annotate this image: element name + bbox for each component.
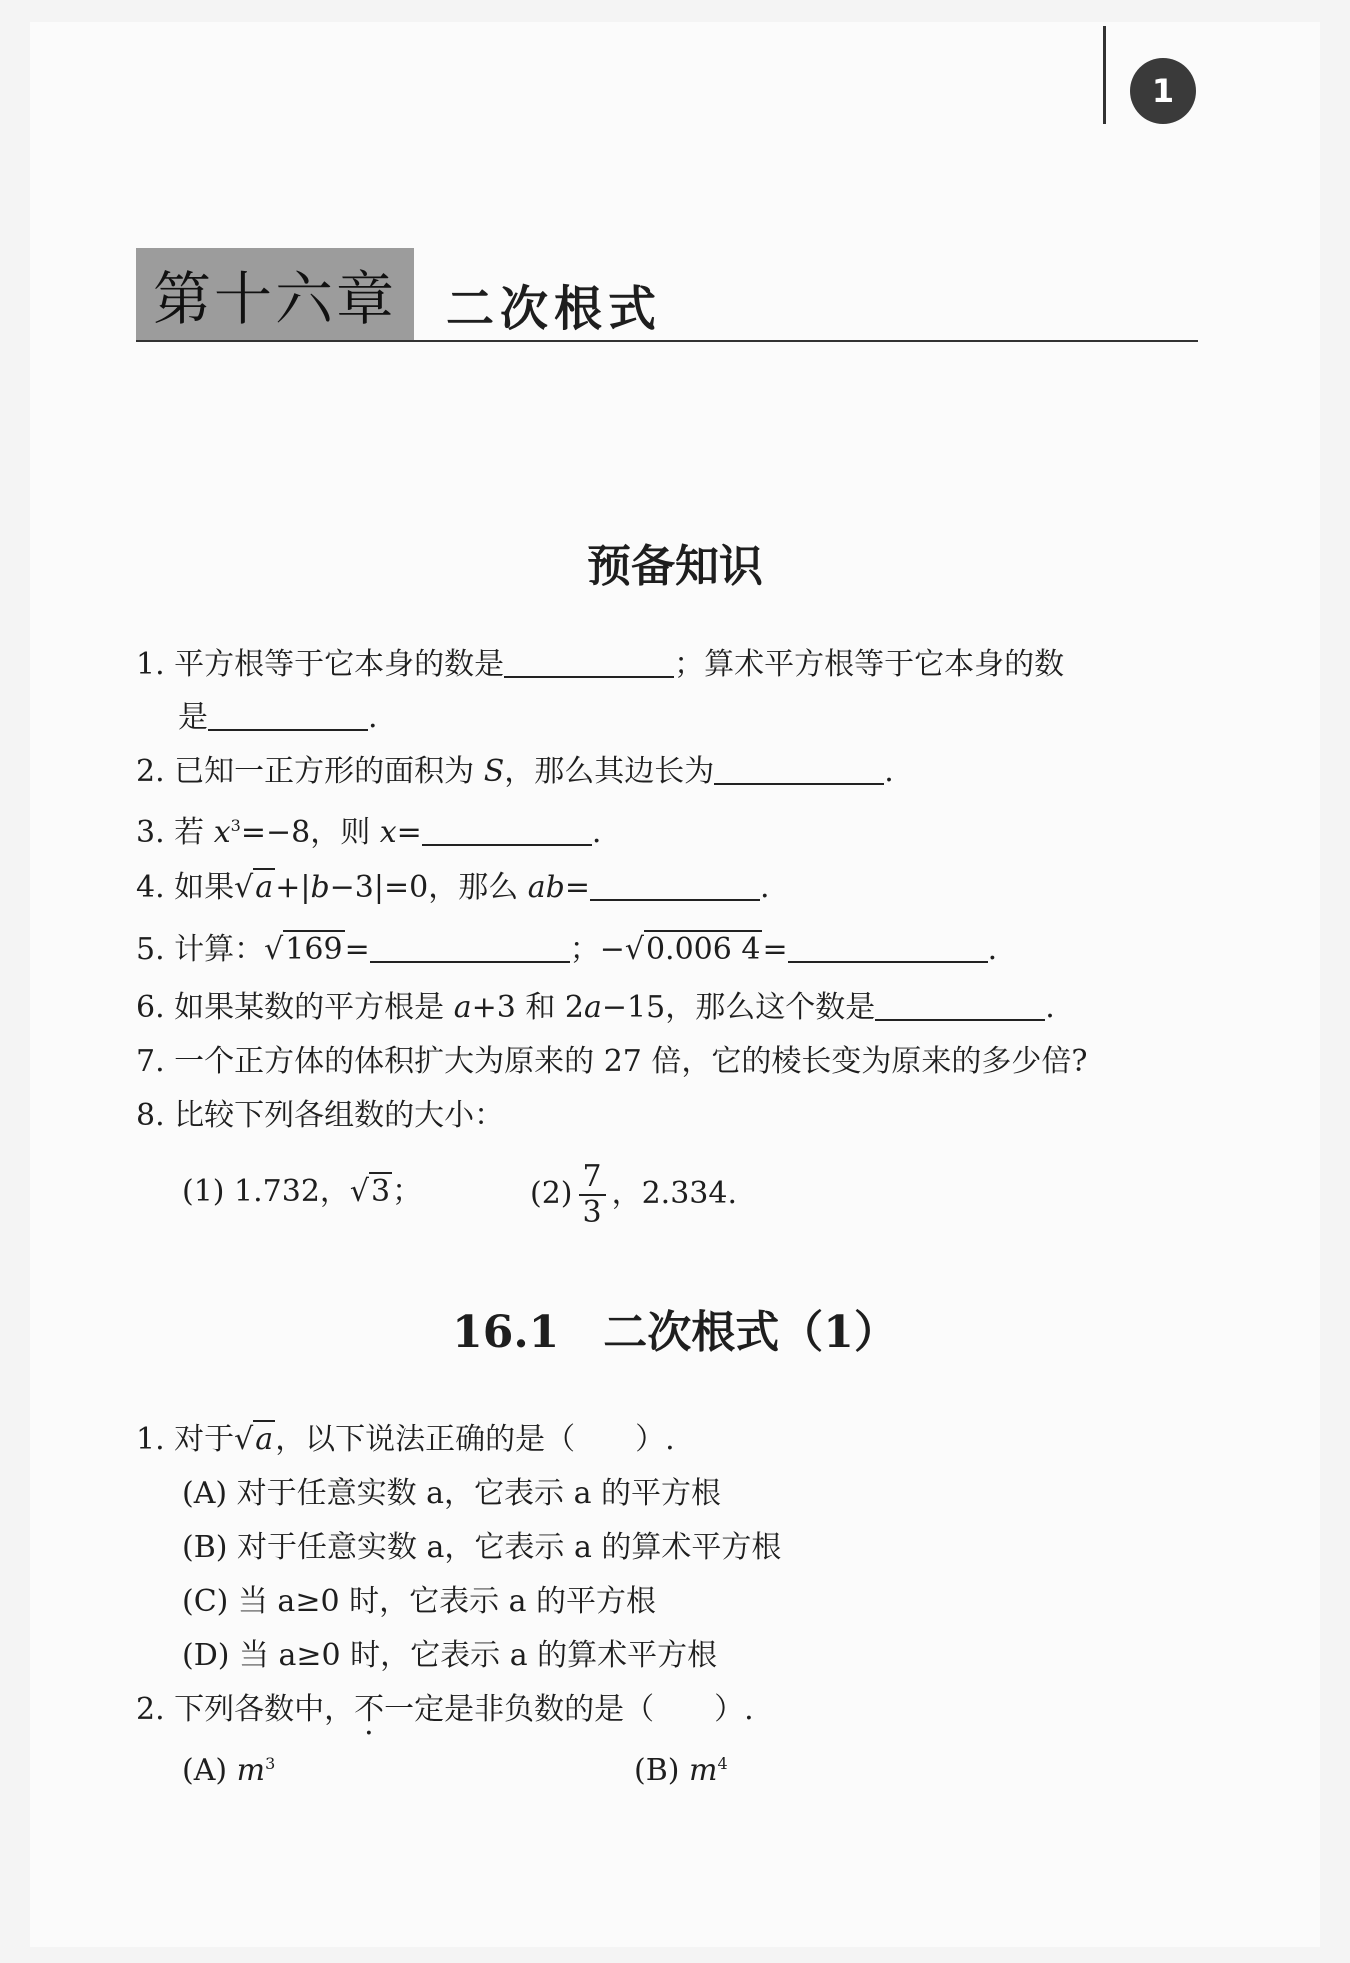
q3-var-2: x	[379, 815, 397, 850]
q6-blank[interactable]	[875, 989, 1045, 1021]
s2-text-a: 2. 下列各数中，	[136, 1692, 355, 1727]
prelim-title: 预备知识	[587, 541, 763, 592]
q3-exp: 3	[230, 816, 241, 835]
q1-blank-1[interactable]	[504, 646, 674, 678]
q5-text-d: =	[762, 932, 788, 967]
q4-text-c: −3|=0，那么	[329, 870, 519, 905]
s1-option-d[interactable]: (D) 当 a≥0 时，它表示 a 的算术平方根	[182, 1638, 718, 1673]
s2-option-b-var: m	[689, 1753, 718, 1788]
sqrt-icon: √a	[234, 870, 274, 905]
q3-text-b: =−8，则	[240, 815, 371, 850]
s1-text-a: 1. 对于	[136, 1422, 235, 1457]
q6-var-1: a	[453, 990, 472, 1025]
s2-option-a-label: (A)	[182, 1753, 228, 1788]
prelim-q8-part1	[182, 1172, 422, 1212]
s2-option-a-exp: 3	[265, 1754, 276, 1773]
prelim-q8: 8. 比较下列各组数的大小：	[136, 1098, 505, 1133]
prelim-q1-line1	[136, 645, 1064, 685]
fraction: $\frac{7}{3}$	[579, 1160, 606, 1230]
s2-option-a-var: m	[236, 1753, 266, 1788]
q2-text: 2. 已知一正方形的面积为	[136, 754, 475, 789]
q3-text-a: 3. 若	[136, 815, 205, 850]
q1-blank-2[interactable]	[208, 699, 368, 731]
q1-text-c: 是	[178, 700, 208, 735]
q6-text-e: −15，那么这个数是	[601, 990, 876, 1025]
chapter-label: 第十六章	[136, 248, 414, 340]
s1-option-a[interactable]: (A) 对于任意实数 a，它表示 a 的平方根	[182, 1476, 721, 1511]
q3-var: x	[213, 815, 231, 850]
q3-text-c: =	[396, 815, 422, 850]
q5-text-c: ；−	[569, 932, 625, 967]
q8p2-text-a: (2)	[530, 1176, 573, 1211]
prelim-q8-part2	[530, 1154, 737, 1234]
q4-product: ab	[527, 870, 565, 905]
q2-var: S	[483, 754, 505, 789]
q5-blank-2[interactable]	[788, 931, 988, 963]
section-title: 16.1 二次根式（1）	[452, 1307, 898, 1358]
chapter-title: 二次根式	[446, 281, 663, 337]
sqrt-icon: √3	[349, 1174, 391, 1209]
q6-var-2: a	[584, 990, 602, 1025]
q2-blank[interactable]	[714, 753, 884, 785]
s2-emphasis: 不	[354, 1692, 385, 1727]
q6-text-c: +3 和 2	[471, 990, 584, 1025]
chapter-rule	[136, 340, 1198, 342]
s1-text-b: ，以下说法正确的是（ ）.	[275, 1422, 675, 1457]
s1-option-b[interactable]: (B) 对于任意实数 a，它表示 a 的算术平方根	[182, 1530, 782, 1565]
prelim-q7: 7. 一个正方体的体积扩大为原来的 27 倍，它的棱长变为原来的多少倍?	[136, 1044, 1088, 1079]
q4-var: b	[310, 870, 330, 905]
prelim-q2: 2. 已知一正方形的面积为 S，那么其边长为 .	[136, 754, 894, 789]
prelim-q5: 5. 计算：√169= ；−√0.006 4= .	[136, 930, 997, 970]
s2-option-b[interactable]	[634, 1744, 728, 1791]
q4-text-b: +|	[275, 870, 311, 905]
sqrt-icon: √a	[234, 1422, 274, 1457]
prelim-q3: 3. 若 $x^3=-8$，则 x= .	[136, 815, 602, 850]
s1-question	[136, 1420, 675, 1460]
q6-text-a: 6. 如果某数的平方根是	[136, 990, 445, 1025]
s2-text-b: 一定是非负数的是（ ）.	[384, 1692, 754, 1727]
s1-option-c[interactable]: (C) 当 a≥0 时，它表示 a 的平方根	[182, 1584, 657, 1619]
s2-option-b-exp: 4	[717, 1754, 728, 1773]
q5-text-b: =	[344, 932, 370, 967]
prelim-q1-line2: 是 .	[178, 700, 378, 735]
prelim-q4: 4. 如果√a+|b−3|=0，那么 ab= .	[136, 868, 770, 908]
q5-blank-1[interactable]	[370, 931, 570, 963]
q4-text-e: =	[564, 870, 590, 905]
q1-text-b: ；算术平方根等于它本身的数	[674, 647, 1065, 682]
s2-question	[136, 1690, 754, 1730]
q1-text-a: 1. 平方根等于它本身的数是	[136, 647, 505, 682]
sqrt-icon: √0.006 4	[624, 932, 761, 967]
header-divider	[1103, 26, 1106, 124]
q8p1-text-b: ；	[392, 1174, 423, 1209]
sqrt-icon: √169	[264, 932, 343, 967]
q5-text-a: 5. 计算：	[136, 932, 265, 967]
q8p2-text-b: ，2.334.	[611, 1176, 738, 1211]
q3-blank[interactable]	[422, 814, 592, 846]
q4-text-a: 4. 如果	[136, 870, 235, 905]
s2-option-a[interactable]	[182, 1744, 275, 1791]
q2-text-b: ，那么其边长为	[504, 754, 715, 789]
s2-option-b-label: (B)	[634, 1753, 680, 1788]
q8p1-text-a: (1) 1.732，	[182, 1174, 350, 1209]
page-number-badge: 1	[1130, 58, 1196, 124]
prelim-q6: 6. 如果某数的平方根是 a+3 和 2a−15，那么这个数是 .	[136, 990, 1055, 1025]
q4-blank[interactable]	[590, 869, 760, 901]
